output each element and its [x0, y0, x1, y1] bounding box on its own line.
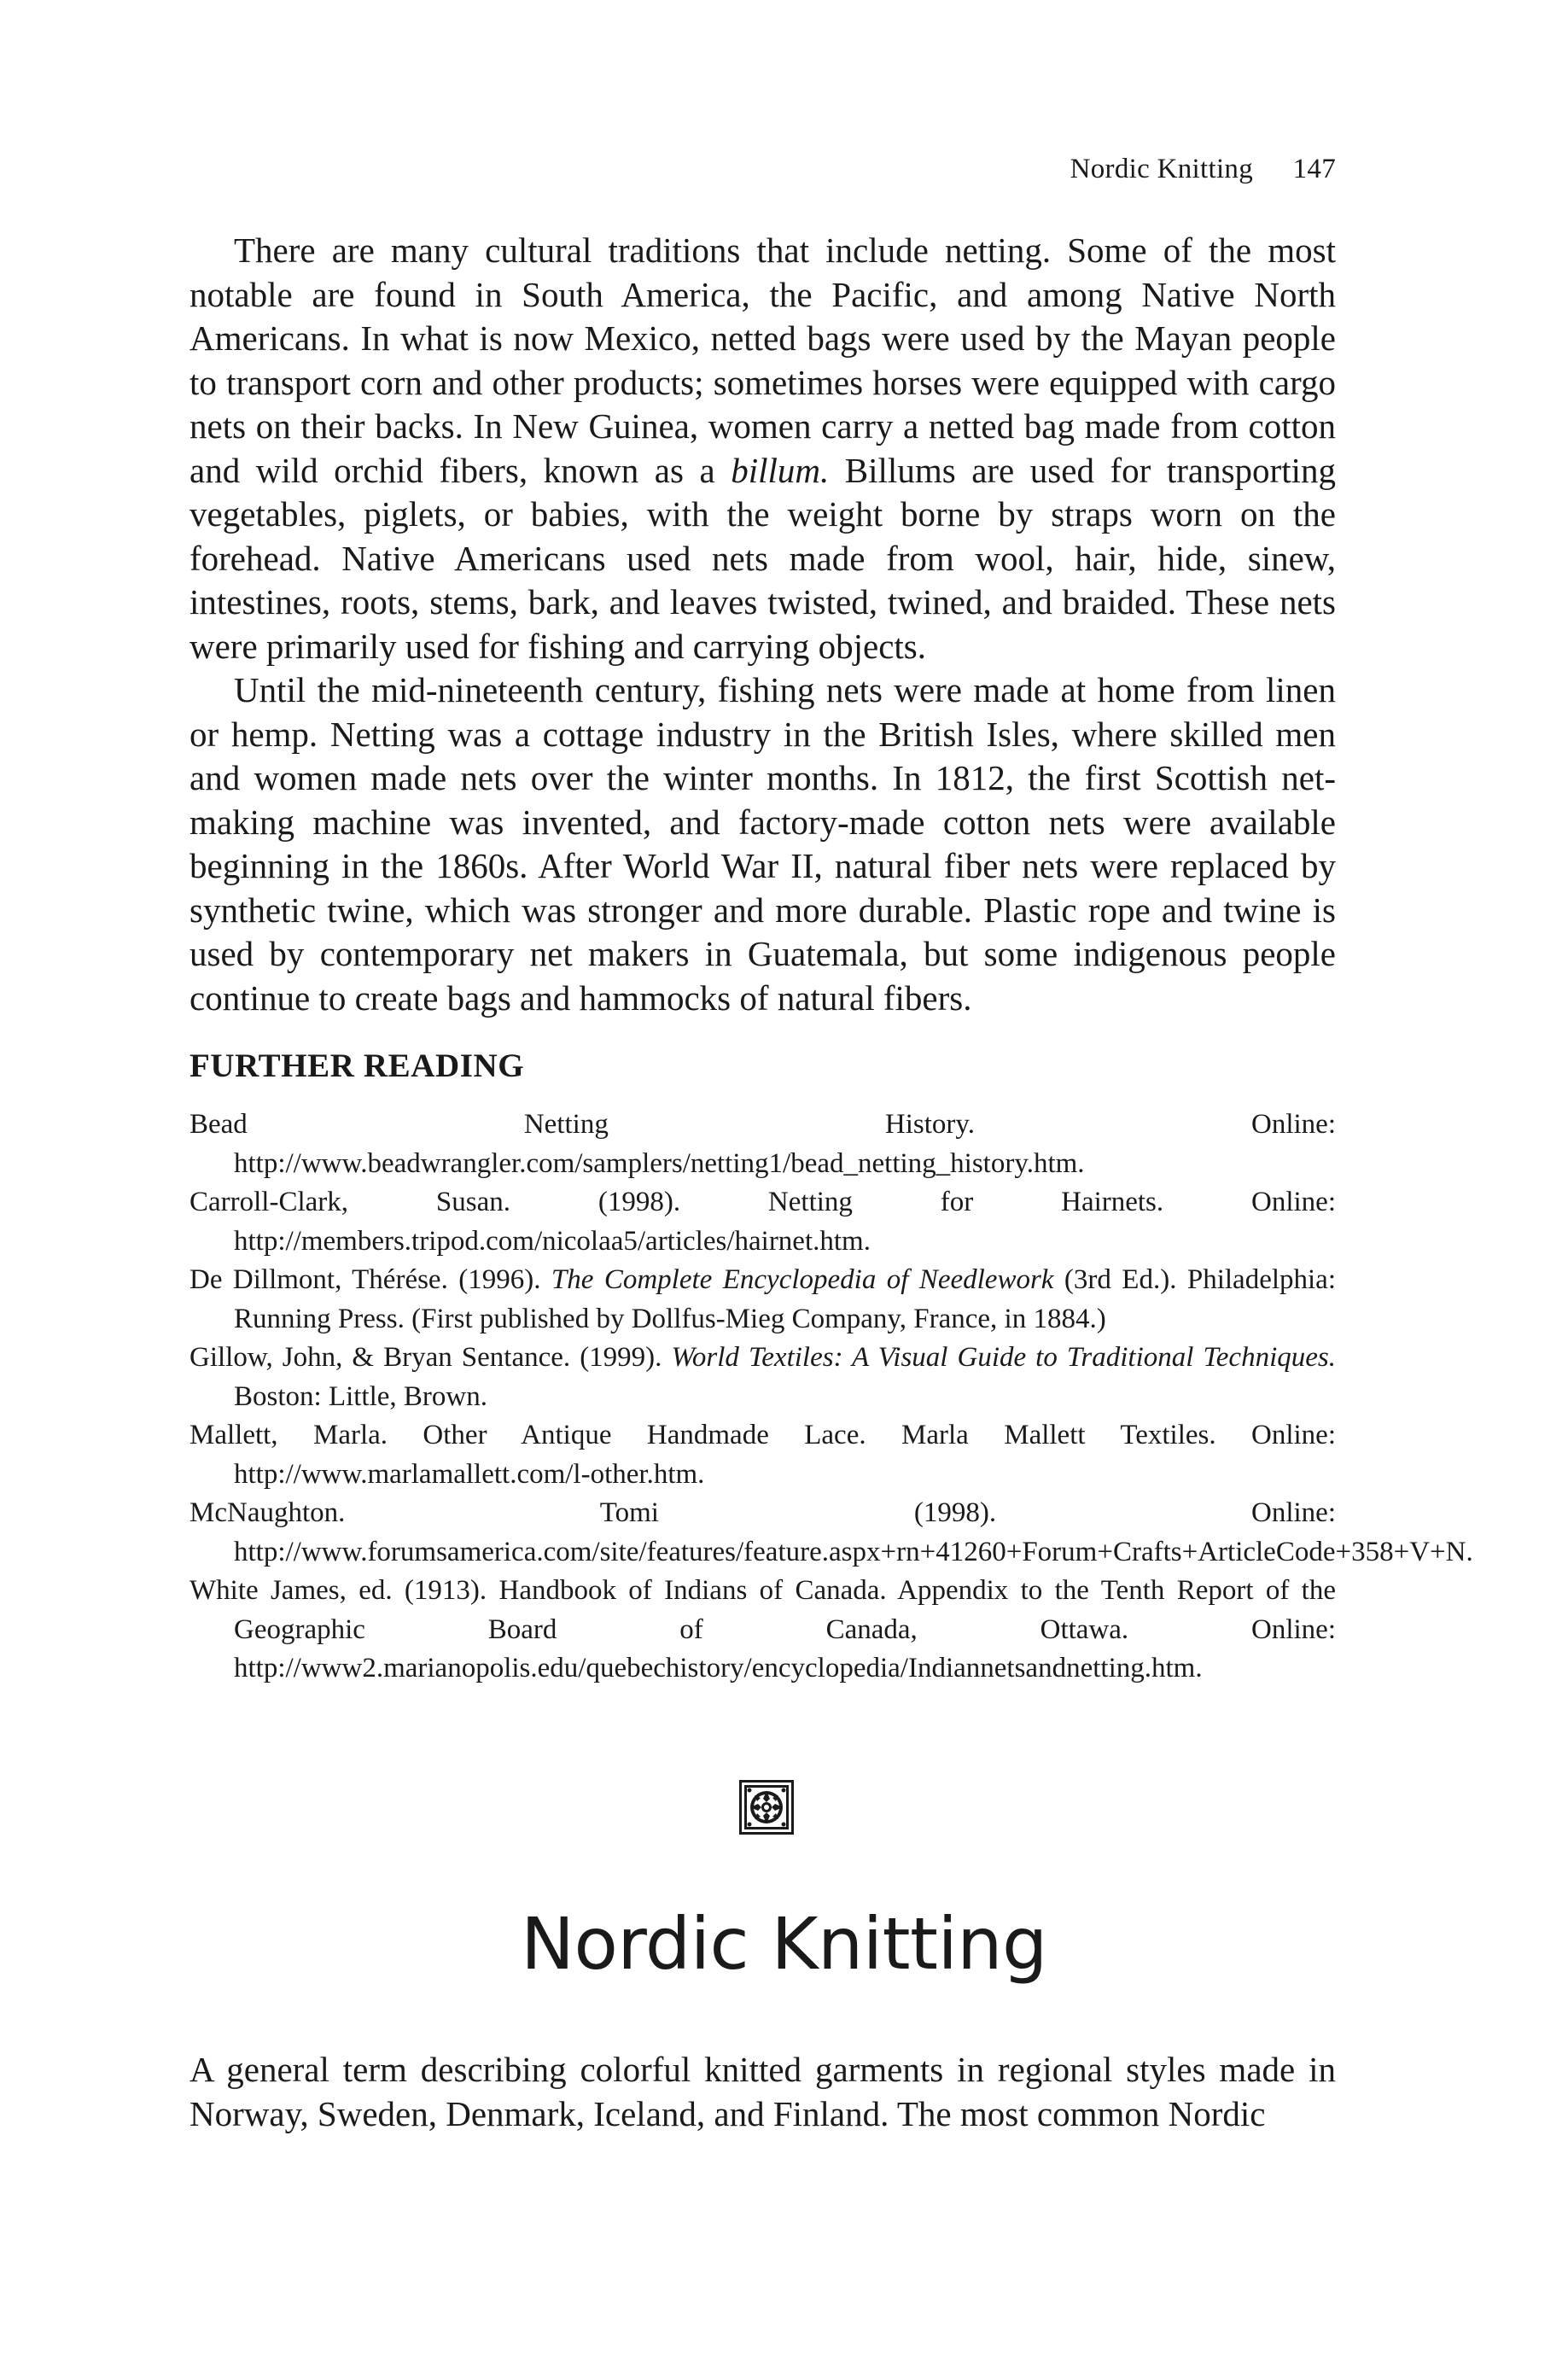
reference-text: (3rd Ed.). Philadelphia: Running Press. (First published by Dollfus-Mieg Company, France, in 1884.) [234, 1264, 1337, 1334]
reference-item [189, 1261, 1336, 1339]
reference-item [189, 1106, 1336, 1183]
paragraph-text: Billums are used for transporting vegetables, piglets, or babies, with the weight borne by straps worn on the forehead. Native Americans used nets made from wool, hair, hide, sinew, intestines, roots, stems, bark, and leaves twisted, twined, and braided. These nets were primarily used for fishing and carrying objects. [189, 450, 1336, 666]
running-head [1070, 154, 1336, 185]
body-text [189, 229, 1336, 1020]
reference-text: Bead Netting History. Online: http://www.beadwrangler.com/samplers/netting1/bead_netting_history.htm. [189, 1109, 1336, 1179]
chapter-intro-paragraph: A general term describing colorful knitted garments in regional styles made in Norway, Sweden, Denmark, Iceland, and Finland. The most common Nordic [189, 2050, 1336, 2133]
reference-text: Gillow, John, & Bryan Sentance. (1999). [189, 1342, 672, 1373]
chapter-title: Nordic Knitting [521, 1902, 1047, 1986]
body-paragraph-2 [189, 668, 1336, 1020]
reference-text: McNaughton. Tomi (1998). Online: http://www.forumsamerica.com/site/features/feature.aspx+rn+41260+Forum+Crafts+ArticleCode+358+V+N. [189, 1497, 1473, 1567]
reference-text: Boston: Little, Brown. [234, 1380, 487, 1412]
reference-text: De Dillmont, Thérése. (1996). [189, 1264, 551, 1295]
reference-italic-title: World Textiles: A Visual Guide to Traditional Techniques. [671, 1342, 1336, 1373]
paragraph-italic: billum. [731, 450, 830, 490]
celtic-knot-ornament-icon [739, 1780, 794, 1835]
reference-item [189, 1339, 1336, 1416]
further-reading-heading: FURTHER READING [189, 1047, 525, 1084]
page-number: 147 [1292, 154, 1336, 184]
reference-item [189, 1572, 1336, 1689]
paragraph-text: Until the mid-nineteenth century, fishing nets were made at home from linen or hemp. Netting was a cottage industry in the British Isles, where skilled men and women made nets over the winter months. In 1812, the first Scottish net-making machine was invented, and factory-made cotton nets were available beginning in the 1860s. After World War II, natural fiber nets were replaced by synthetic twine, which was stronger and more durable. Plastic rope and twine is used by contemporary net makers in Guatemala, but some indigenous people continue to create bags and hammocks of natural fibers. [189, 670, 1336, 1018]
reference-item [189, 1494, 1473, 1572]
running-head-title: Nordic Knitting [1070, 154, 1254, 184]
reference-list [189, 1106, 1473, 1689]
reference-item [189, 1416, 1336, 1494]
body-paragraph-1 [189, 229, 1336, 668]
reference-item [189, 1183, 1336, 1261]
paragraph-text: There are many cultural traditions that include netting. Some of the most notable are found in South America, the Pacific, and among Native North Americans. In what is now Mexico, netted bags were used by the Mayan people to transport corn and other products; sometimes horses were equipped with cargo nets on their backs. In New Guinea, women carry a netted bag made from cotton and wild orchid fibers, known as a [189, 230, 1336, 490]
reference-text: Carroll-Clark, Susan. (1998). Netting for Hairnets. Online: http://members.tripod.com/nicolaa5/articles/hairnet.htm. [189, 1187, 1336, 1257]
reference-italic-title: The Complete Encyclopedia of Needlework [551, 1264, 1054, 1295]
reference-text: Mallett, Marla. Other Antique Handmade Lace. Marla Mallett Textiles. Online: http://www.marlamallett.com/l-other.htm. [189, 1420, 1336, 1490]
reference-text: White James, ed. (1913). Handbook of Indians of Canada. Appendix to the Tenth Report of the Geographic Board of Canada, Ottawa. Online: http://www2.marianopolis.edu/quebechistory/encyclopedia/Indiannetsandnetting.htm. [189, 1575, 1336, 1683]
